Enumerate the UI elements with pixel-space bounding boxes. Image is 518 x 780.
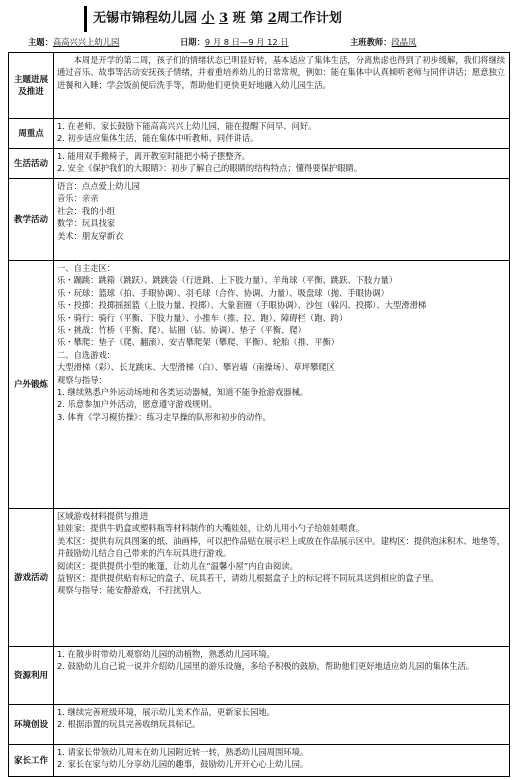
row-label: 游戏活动	[9, 509, 54, 647]
content-line: 乐・玩球：篮球（拍、手眼协调）、羽毛球（合作、协调、力量）、吸盘球（抛、手眼协调）	[57, 287, 389, 298]
theme-field	[28, 36, 119, 48]
plan-row-weekly-focus	[9, 119, 510, 149]
class-number: 3	[219, 11, 229, 26]
content-line: 乐・投掷：投掷摇摇篮（上肢力量、投掷）、大象套圈（手眼协调）、沙包（躲闪、投掷）、大型滑滑梯	[57, 300, 427, 311]
weekly-plan-table	[8, 52, 510, 777]
content-line: 2. 家长在家与幼儿分享幼儿园的趣事，鼓励幼儿开开心心上幼儿园。	[57, 759, 309, 770]
plan-row-daily-life	[9, 149, 510, 179]
row-content	[54, 119, 510, 149]
content-line: 美术区：提供有玩具图案的纸、油画棒，可以把作品贴在展示栏上或放在作品展示区中。建构区：提供泡沫积木、地垫等，并鼓励幼儿结合自己带来的汽车玩具进行游戏。	[57, 535, 506, 559]
row-content	[54, 53, 510, 119]
content-line: 乐・挑战：竹桥（平衡、爬）、钻圈（钻、协调）、垫子（平衡、爬）	[57, 325, 306, 336]
row-label: 周重点	[9, 119, 54, 149]
row-label: 教学活动	[9, 179, 54, 261]
content-line: 社会：我的小组	[57, 205, 116, 216]
content-line: 一、自主走区：	[57, 263, 116, 273]
plan-row-environment	[9, 705, 510, 745]
row-content	[54, 509, 510, 647]
teacher-field	[350, 36, 416, 48]
content-line: 阅读区：提供提供小型的帐篷，让幼儿在“温馨小屋”内自由阅读。	[57, 560, 298, 571]
content-line: 2. 根据添置的玩具完善收纳玩具标记。	[57, 719, 201, 730]
content-line: 2. 鼓励幼儿自己说一说并介绍幼儿园里的游乐设施，多给予积极的鼓励，帮助他们更好地适应幼儿园的集体生活。	[57, 661, 475, 672]
row-content	[54, 745, 510, 777]
school-name: 无锡市锦程幼儿园	[93, 11, 198, 26]
week-suffix: 周工作计划	[276, 11, 342, 26]
plan-row-theme-progress	[9, 53, 510, 119]
plan-row-resources	[9, 647, 510, 705]
content-line: 本周是开学的第二周，孩子们的情绪状态已明显好转，基本适应了集体生活，分离焦虑也得到了初步缓解，我们将继续通过音乐、故事等活动安抚孩子情绪，并着重培养幼儿的日常常规，例如：能在集体中认真倾听老师与同伴讲话；愿意独立进餐和入睡；学会饭前便后洗手等，帮助他们更快更好地融入幼儿园生活。	[57, 55, 506, 90]
row-content	[54, 261, 510, 509]
content-line: 二、自选游戏：	[57, 349, 116, 360]
meta-row	[8, 36, 508, 52]
theme-label: 主题：	[28, 37, 53, 47]
row-content	[54, 705, 510, 745]
row-content	[54, 149, 510, 179]
content-line: 3. 体育《学习模仿操》：练习走早操的队形和初步的动作。	[57, 411, 271, 422]
content-line: 大型滑梯（彩）、长龙跳床、大型滑梯（白）、攀岩墙（南操场）、草坪攀爬区	[57, 362, 335, 373]
row-label: 资源利用	[9, 647, 54, 705]
content-line: 1. 继续完善班级环境，展示幼儿美术作品，更新家长园地。	[57, 707, 275, 717]
date-value: 9 月 8 日—9 月 12 日	[204, 37, 289, 47]
row-label: 主题进展及推进	[9, 53, 54, 119]
row-label: 环境创设	[9, 705, 54, 745]
page-title	[84, 6, 484, 32]
content-line: 音乐：亲亲	[57, 193, 99, 204]
content-line: 区域游戏材料提供与推进	[57, 511, 149, 521]
content-line: 1. 请家长带领幼儿周末在幼儿园附近转一转，熟悉幼儿园周围环境。	[57, 747, 309, 757]
content-line: 2. 安全《保护我们的大眼睛》：初步了解自己的眼睛的结构特点；懂得要保护眼睛。	[57, 163, 363, 174]
date-field	[180, 36, 289, 48]
content-line: 1. 在散步时带幼儿观察幼儿园的动植物，熟悉幼儿园环境。	[57, 649, 275, 659]
teacher-label: 主班教师：	[350, 37, 392, 47]
content-line: 2. 初步适应集体生活，能在集体中听教师、同伴讲话。	[57, 133, 259, 144]
plan-row-games	[9, 509, 510, 647]
class-word: 班	[232, 11, 246, 26]
content-line: 语言：点点爱上幼儿园	[57, 181, 140, 191]
content-line: 2. 乐意参加户外活动，愿意遵守游戏规则。	[57, 399, 217, 410]
content-line: 娃娃家：提供牛奶盒或塑料瓶等材料制作的大嘴娃娃，让幼儿用小勺子给娃娃喂食。	[57, 523, 364, 534]
content-line: 1. 能用双手搬椅子，离开教室时能把小椅子摆整齐。	[57, 151, 251, 161]
content-line: 美术：朋友穿新衣	[57, 230, 124, 241]
content-line: 观察与指导：	[57, 374, 107, 385]
teacher-value: 段晶凤	[391, 37, 417, 47]
row-label: 户外锻炼	[9, 261, 54, 509]
content-line: 乐・骑行：骑行（平衡、下肢力量）、小推车（推、拉、跑）、障碍栏（跑、跨）	[57, 312, 348, 323]
theme-value: 高高兴兴上幼儿园	[52, 37, 120, 47]
week-prefix: 第	[250, 11, 264, 26]
plan-row-teaching	[9, 179, 510, 261]
content-line: 乐・攀爬：垫子（爬、翻滚）、安吉攀爬架（攀爬、平衡）、轮胎（推、平衡）	[57, 337, 340, 348]
content-line: 观察与指导：能安静游戏，不打扰别人。	[57, 585, 207, 596]
grade: 小	[201, 11, 215, 26]
plan-row-parents	[9, 745, 510, 777]
row-label: 生活活动	[9, 149, 54, 179]
content-line: 数学：玩具找家	[57, 218, 116, 229]
content-line: 1. 继续熟悉户外运动场地和各类运动器械，知道不能争抢游戏器械。	[57, 387, 309, 398]
row-content	[54, 647, 510, 705]
week-number: 2	[267, 11, 277, 26]
row-label: 家长工作	[9, 745, 54, 777]
content-line: 益智区：提供提供贴有标记的盒子、玩具若干，请幼儿根据盒子上的标记将不同玩具送到相应的盒子里。	[57, 573, 439, 584]
row-content	[54, 179, 510, 261]
plan-row-outdoor-exercise	[9, 261, 510, 509]
date-label: 日期：	[180, 37, 205, 47]
content-line: 1. 在老师、家长鼓励下能高高兴兴上幼儿园，能在提醒下问早、问好。	[57, 121, 317, 131]
content-line: 乐・蹦跳：跳箱（跳跃）、跳跳袋（行进跳、上下肢力量）、羊角球（平衡、跳跃、下肢力量）	[57, 275, 398, 286]
